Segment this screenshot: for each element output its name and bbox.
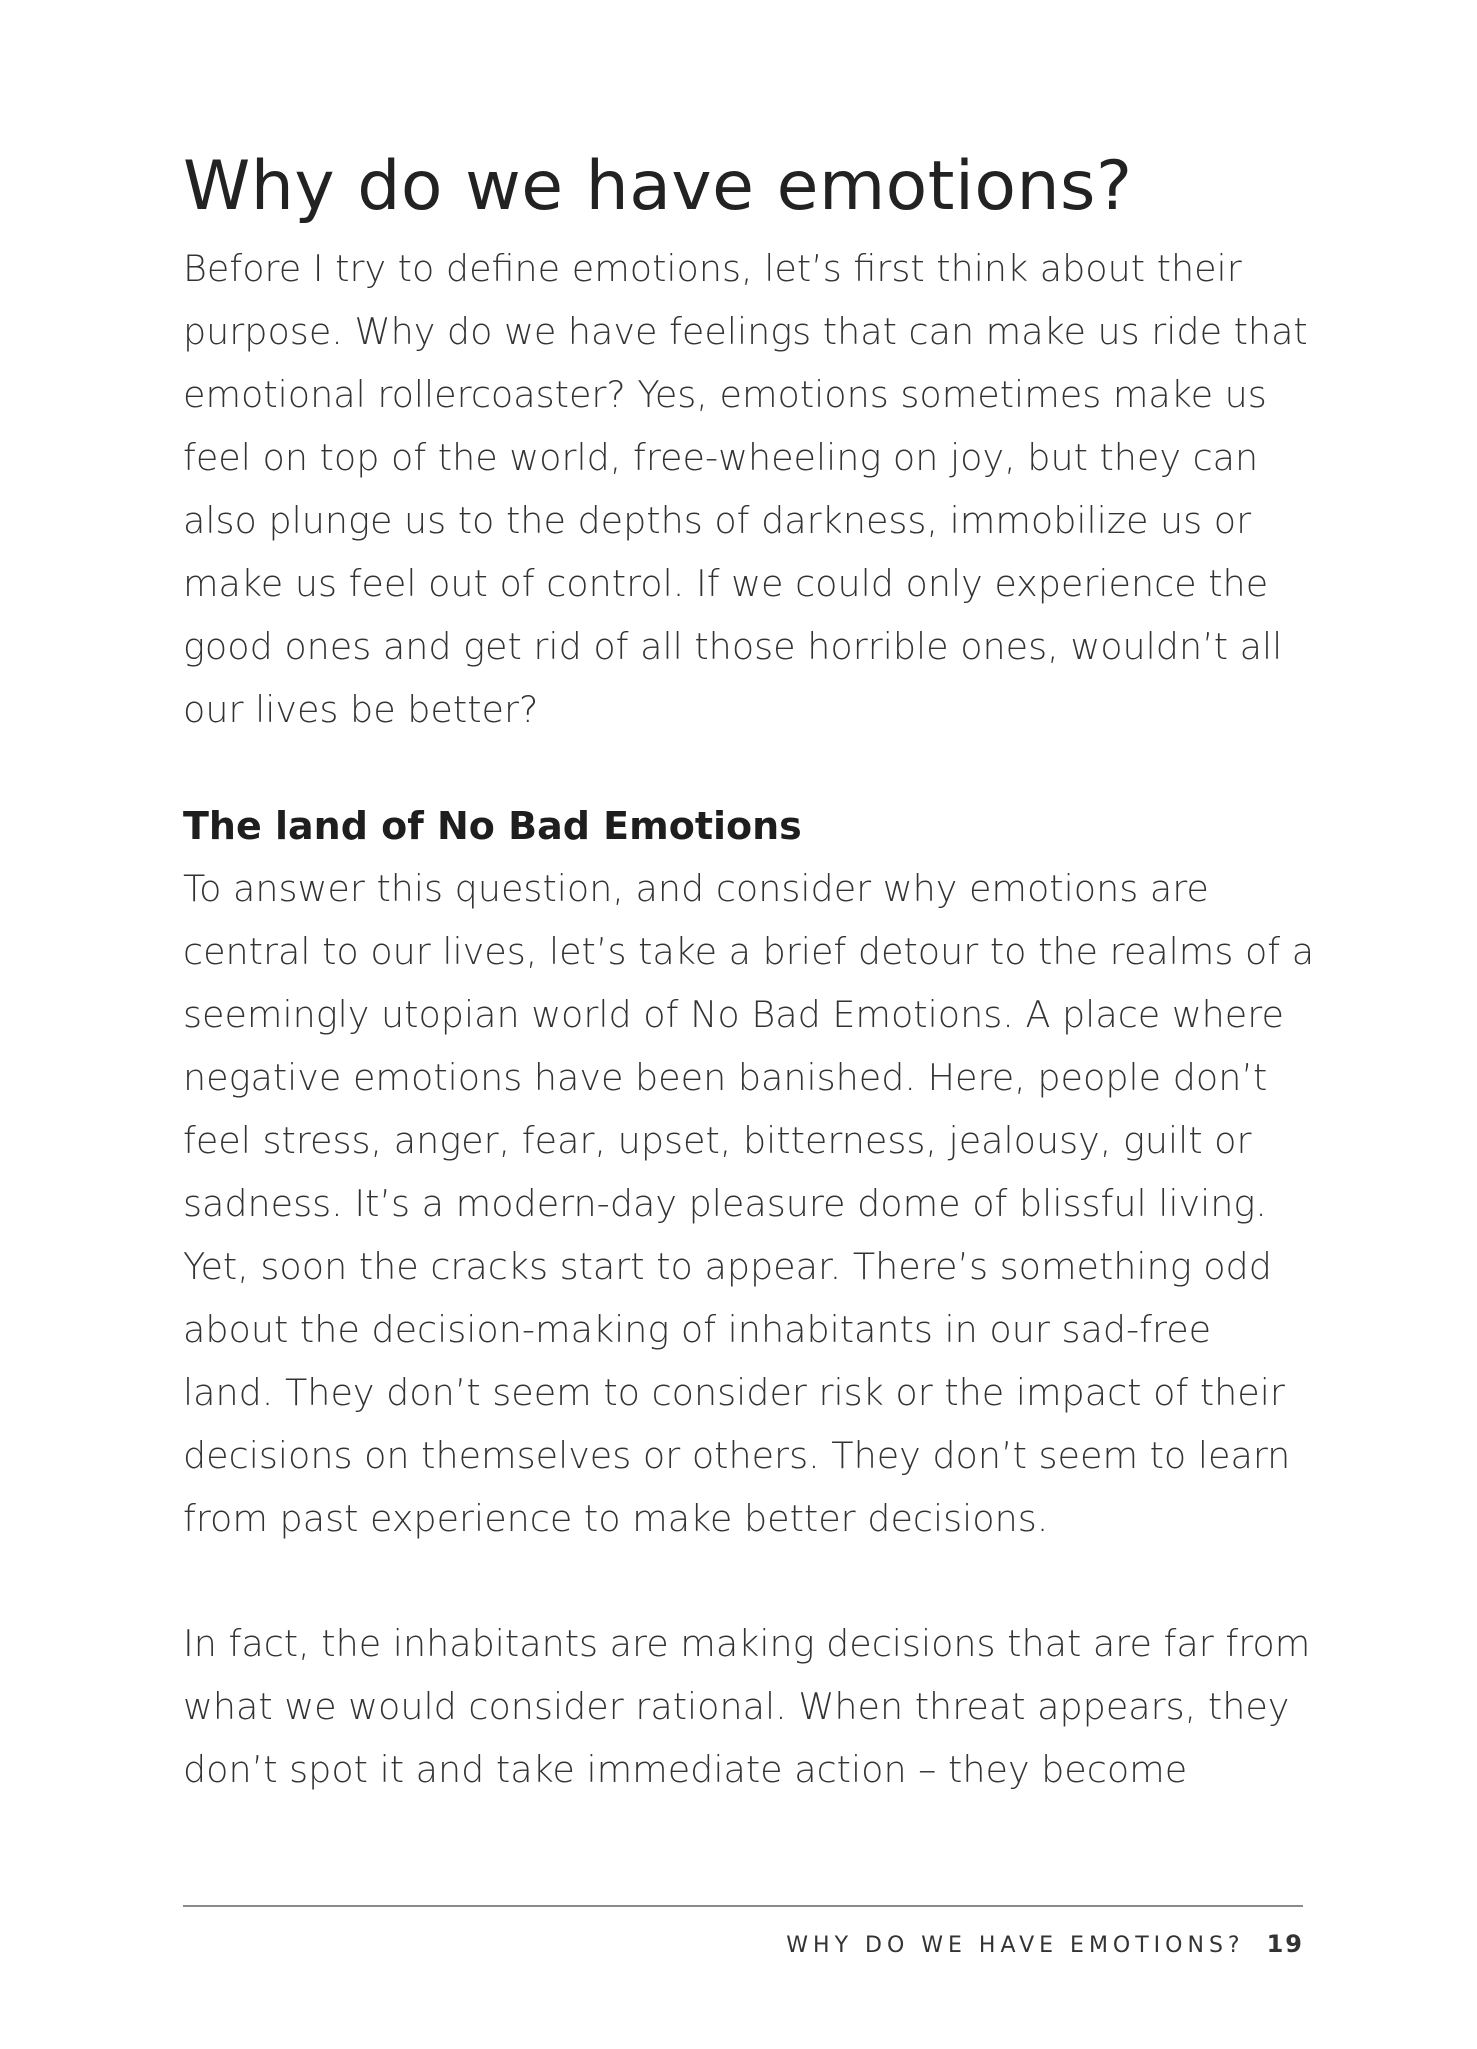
text-line: In fact, the inhabitants are making decisions that are far from (183, 1621, 1311, 1665)
text-line: Before I try to define emotions, let’s first think about their (183, 246, 1242, 290)
text-line: what we would consider rational. When threat appears, they (183, 1684, 1290, 1728)
text-line: our lives be better? (183, 687, 539, 731)
text-line: don’t spot it and take immediate action – they become (183, 1747, 1188, 1791)
text-line: central to our lives, let’s take a brief detour to the realms of a (183, 929, 1315, 973)
text-line: negative emotions have been banished. Here, people don’t (183, 1055, 1268, 1099)
intro-paragraph (183, 237, 1313, 741)
text-line: Yet, soon the cracks start to appear. There’s something odd (183, 1244, 1272, 1288)
text-line: purpose. Why do we have feelings that can make us ride that (183, 309, 1308, 353)
text-line: feel stress, anger, fear, upset, bitterness, jealousy, guilt or (183, 1118, 1252, 1162)
text-line: sadness. It’s a modern-day pleasure dome of blissful living. (183, 1181, 1267, 1225)
text-line: seemingly utopian world of No Bad Emotions. A place where (183, 992, 1284, 1036)
text-line: decisions on themselves or others. They don’t seem to learn (183, 1433, 1291, 1477)
text-line: about the decision-making of inhabitants in our sad-free (183, 1307, 1212, 1351)
footer-rule (183, 1905, 1303, 1907)
section-paragraph (183, 857, 1313, 1550)
page-footer (786, 1930, 1304, 1958)
text-line: feel on top of the world, free-wheeling on joy, but they can (183, 435, 1259, 479)
final-paragraph (183, 1612, 1313, 1801)
running-head: WHY DO WE HAVE EMOTIONS? (786, 1933, 1245, 1958)
text-line: good ones and get rid of all those horrible ones, wouldn’t all (183, 624, 1283, 668)
text-line: To answer this question, and consider why emotions are (183, 866, 1209, 910)
paragraph-gap (183, 1550, 1313, 1612)
section-heading: The land of No Bad Emotions (183, 803, 802, 848)
page-title: Why do we have emotions? (183, 147, 1133, 226)
text-line: emotional rollercoaster? Yes, emotions sometimes make us (183, 372, 1267, 416)
page-number: 19 (1266, 1930, 1304, 1958)
text-line: land. They don’t seem to consider risk or the impact of their (183, 1370, 1285, 1414)
page-content (183, 147, 1315, 1801)
text-line: make us feel out of control. If we could only experience the (183, 561, 1269, 605)
text-line: from past experience to make better decisions. (183, 1496, 1049, 1540)
text-line: also plunge us to the depths of darkness, immobilize us or (183, 498, 1252, 542)
